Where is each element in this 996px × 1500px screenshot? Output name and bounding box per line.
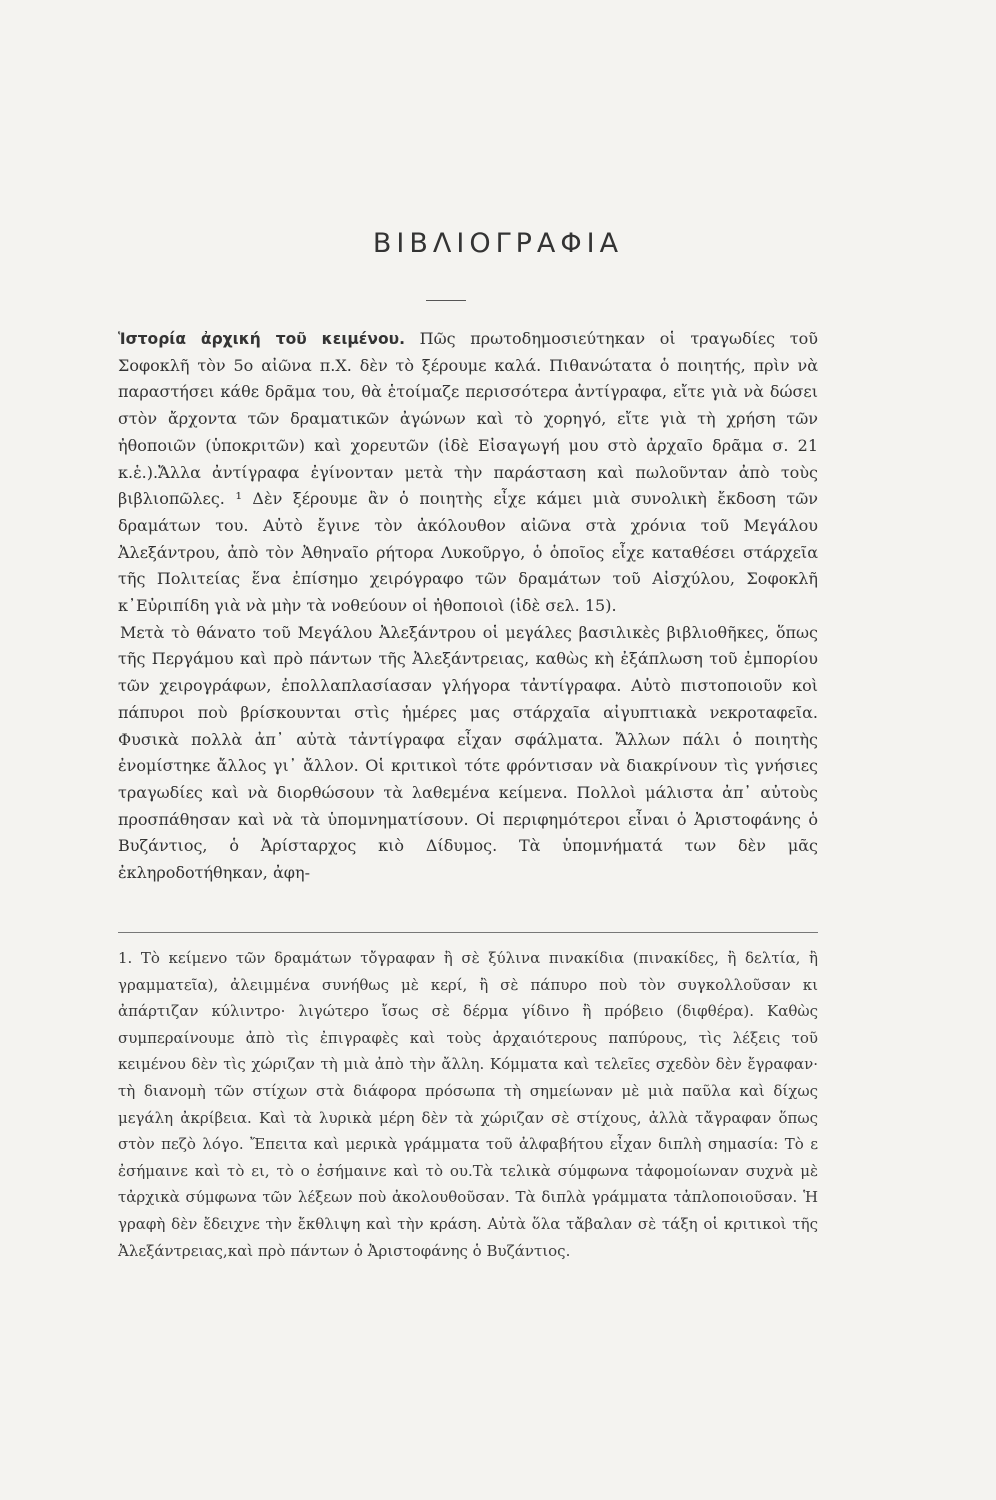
footnote-text: 1. Τὸ κείμενο τῶν δραμάτων τὄγραφαν ἢ σὲ ξύλινα πινακίδια (πινακίδες, ἢ δελτία, ἢ γραμματεῖα), ἀλειμμένα συνήθως μὲ κερί, ἢ σὲ πάπυρο ποὺ τὸν συγκολλοῦσαν κι ἀπάρτιζαν κύλιντρο· λιγώτερο ἴσως σὲ δέρμα γίδινο ἢ πρόβειο (διφθέρα). Καθὼς συμπεραίνουμε ἀπὸ τὶς ἐπιγραφὲς καὶ τοὺς ἀρχαιότερους παπύρους, τὶς λέξεις τοῦ κειμένου δὲν τὶς χώριζαν τὴ μιὰ ἀπὸ τὴν ἄλλη. Κόμματα καὶ τελεῖες σχεδὸν δὲν ἔγραφαν· τὴ διανομὴ τῶν στίχων στὰ διάφορα πρόσωπα τὴ σημείωναν μὲ μιὰ παῦλα καὶ δίχως μεγάλη ἀκρίβεια. Καὶ τὰ λυρικὰ μέρη δὲν τὰ χώριζαν σὲ στίχους, ἀλλὰ τἄγραφαν ὅπως στὸν πεζὸ λόγο. Ἔπειτα καὶ μερικὰ γράμματα τοῦ ἀλφαβήτου εἶχαν διπλὴ σημασία: Τὸ ε ἐσήμαινε καὶ τὸ ει, τὸ ο ἐσήμαινε καὶ τὸ ου.Τὰ τελικὰ σύμφωνα τἀφομοίωναν συχνὰ μὲ τἀρχικὰ σύμφωνα τῶν λέξεων ποὺ ἀκολουθοῦσαν. Τὰ διπλὰ γράμματα τἀπλοποιοῦσαν. Ἡ γραφὴ δὲν ἔδειχνε τὴν ἔκθλιψη καὶ τὴν κράση. Αὐτὰ ὅλα τἄβαλαν σὲ τάξη οἱ κριτικοὶ τῆς Ἀλεξάντρειας,καὶ πρὸ πάντων ὁ Ἀριστοφάνης ὁ Βυζάντιος. [118,949,818,1260]
paragraph-1-text: Πῶς πρωτοδημοσιεύτηκαν οἱ τραγωδίες τοῦ Σοφοκλῆ τὸν 5ο αἰῶνα π.Χ. δὲν τὸ ξέρουμε καλά. Πιθανώτατα ὁ ποιητής, πρὶν νὰ παραστήσει κάθε δρᾶμα του, θὰ ἑτοίμαζε περισσότερα ἀντίγραφα, εἴτε γιὰ νὰ δώσει στὸν ἄρχοντα τῶν δραματικῶν ἀγώνων καὶ τὸ χορηγό, εἴτε γιὰ τὴ χρήση τῶν ἠθοποιῶν (ὑποκριτῶν) καὶ χορευτῶν (ἰδὲ Εἰσαγωγή μου στὸ ἀρχαῖο δρᾶμα σ. 21 κ.ἑ.).Ἄλλα ἀντίγραφα ἐγίνονταν μετὰ τὴν παράσταση καὶ πωλοῦνταν ἀπὸ τοὺς βιβλιοπῶλες. ¹ Δὲν ξέρουμε ἂν ὁ ποιητὴς εἶχε κάμει μιὰ συνολικὴ ἔκδοση τῶν δραμάτων του. Αὐτὸ ἔγινε τὸν ἀκόλουθον αἰῶνα στὰ χρόνια τοῦ Μεγάλου Ἀλεξάντρου, ἀπὸ τὸν Ἀθηναῖο ρήτορα Λυκοῦργο, ὁ ὁποῖος εἶχε καταθέσει στάρχεῖα τῆς Πολιτείας ἕνα ἐπίσημο χειρόγραφο τῶν δραμάτων τοῦ Αἰσχύλου, Σοφοκλῆ κ᾽Εὐριπίδη γιὰ νὰ μὴν τὰ νοθεύουν οἱ ἠθοποιοὶ (ἰδὲ σελ. 15). [118,329,818,616]
paragraph-2: Μετὰ τὸ θάνατο τοῦ Μεγάλου Ἀλεξάντρου οἱ μεγάλες βασιλικὲς βιβλιοθῆκες, ὅπως τῆς Περγάμου καὶ πρὸ πάντων τῆς Ἀλεξάντρειας, καθὼς κὴ ἐξάπλωση τοῦ ἐμπορίου τῶν χειρογράφων, ἐπολλαπλασίασαν γλήγορα τἀντίγραφα. Αὐτὸ πιστοποιοῦν κοὶ πάπυροι ποὺ βρίσκουνται στὶς ἡμέρες μας στάρχαῖα αἰγυπτιακὰ νεκροταφεῖα. Φυσικὰ πολλὰ ἀπ᾽ αὐτὰ τἀντίγραφα εἶχαν σφάλματα. Ἄλλων πάλι ὁ ποιητὴς ἐνομίστηκε ἄλλος γι᾽ ἄλλον. Οἱ κριτικοὶ τότε φρόντισαν νὰ διακρίνουν τὶς γνήσιες τραγωδίες καὶ νὰ διορθώσουν τὰ λαθεμένα κείμενα. Πολλοὶ μάλιστα ἀπ᾽ αὐτοὺς προσπάθησαν καὶ νὰ τὰ ὑπομνηματίσουν. Οἱ περιφημότεροι εἶναι ὁ Ἀριστοφάνης ὁ Βυζάντιος, ὁ Ἀρίσταρχος κιὸ Δίδυμος. Τὰ ὑπομνήματά των δὲν μᾶς ἐκληροδοτήθηκαν, ἀφη- [118,622,818,883]
section-heading: Ἱστορία ἀρχική τοῦ κειμένου. [118,330,405,348]
footnote-separator [118,932,818,933]
paragraph-1 [118,326,818,620]
title-divider [426,300,466,301]
main-text [118,326,818,887]
page-title: ΒΙΒΛΙΟΓΡΑΦΙΑ [372,228,624,259]
footnote [118,945,818,1264]
